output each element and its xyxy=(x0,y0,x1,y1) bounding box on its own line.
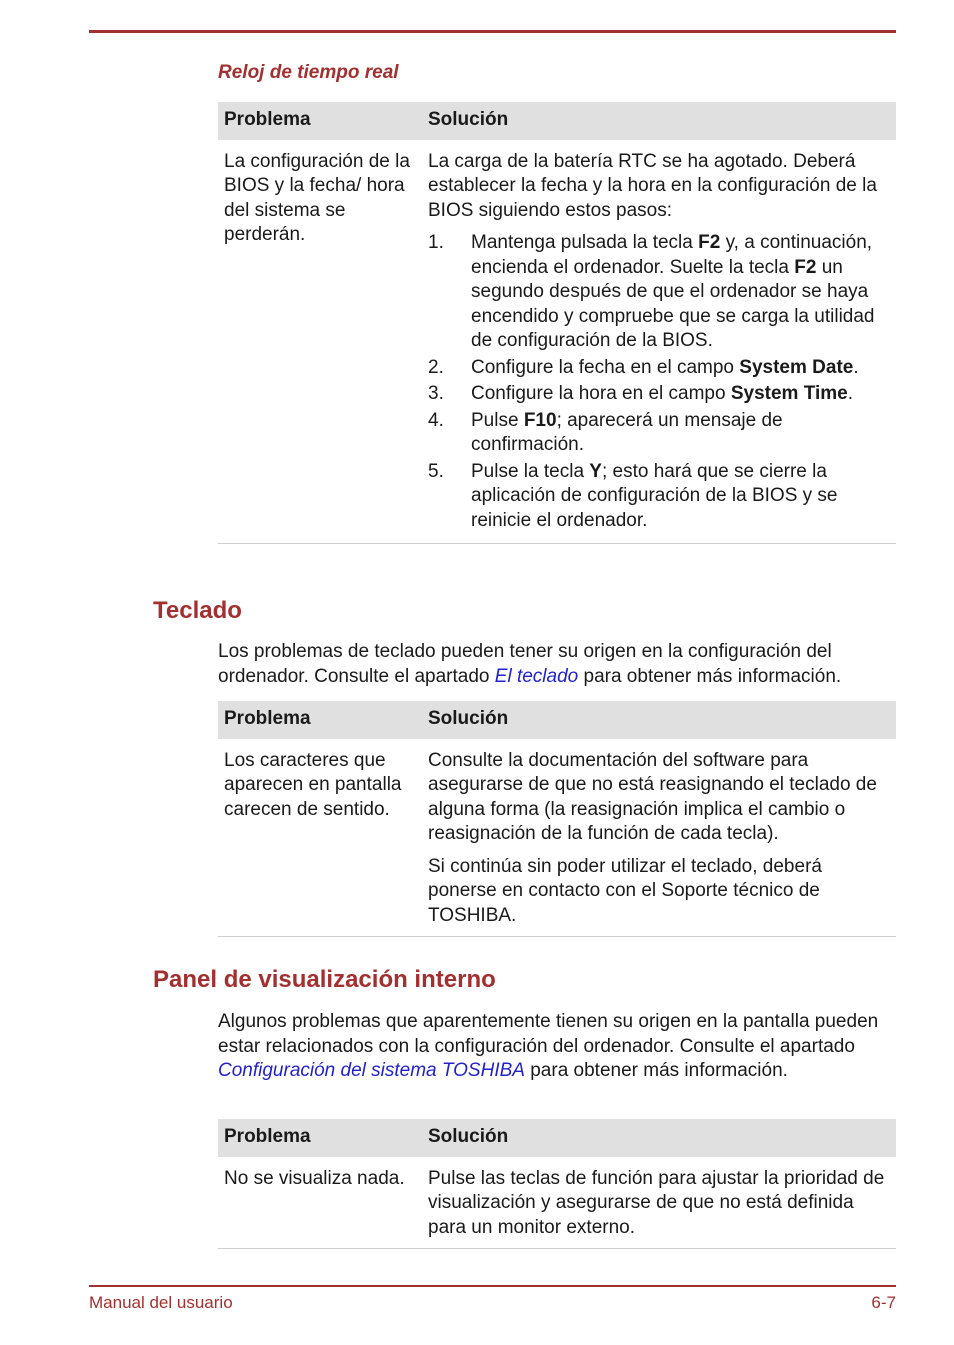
column-header-solution: Solución xyxy=(422,102,896,140)
step-text: Pulse la tecla xyxy=(471,460,590,482)
step-text: ; aparecerá un mensaje de confirmación. xyxy=(471,409,783,455)
step-text: un segundo después de que el ordenador se haya encendido y compruebe que se carga la utilidad de configuración de la BIOS. xyxy=(471,256,875,351)
field-name: System Time xyxy=(730,383,848,404)
solution-cell xyxy=(422,140,896,544)
step-number: 2. xyxy=(428,356,444,378)
intro-text: para obtener más información. xyxy=(578,665,842,687)
table-header-row xyxy=(218,701,896,739)
solution-cell: Pulse las teclas de función para ajustar la prioridad de visualización y asegurarse de que no está definida para un monitor externo. xyxy=(422,1157,896,1249)
teclado-table xyxy=(218,701,896,937)
subsection-title-rtc: Reloj de tiempo real xyxy=(218,62,399,83)
step-text: . xyxy=(847,383,853,404)
key-name: F10 xyxy=(523,409,557,431)
link-el-teclado[interactable]: El teclado xyxy=(494,665,579,687)
step-text: Configure la hora en el campo xyxy=(471,383,731,404)
step-text: Pulse xyxy=(471,409,524,431)
step-text: y, a continuación, encienda el ordenador. Suelte la tecla xyxy=(471,232,873,278)
step-text: ; esto hará que se cierre la aplicación de configuración de la BIOS y se reinicie el ordenador. xyxy=(471,460,838,531)
key-name: Y xyxy=(589,460,602,482)
problem-cell: La configuración de la BIOS y la fecha/ hora del sistema se perderán. xyxy=(218,140,422,544)
table-header-row xyxy=(218,102,896,140)
bottom-rule xyxy=(89,1285,896,1287)
column-header-problem: Problema xyxy=(218,102,422,140)
section-heading-panel: Panel de visualización interno xyxy=(153,966,496,993)
teclado-intro xyxy=(218,640,898,689)
table-row xyxy=(218,140,896,544)
solution-paragraph: Si continúa sin poder utilizar el teclado, deberá ponerse en contacto con el Soporte técnico de TOSHIBA. xyxy=(428,855,822,926)
link-configuracion-sistema[interactable]: Configuración del sistema TOSHIBA xyxy=(218,1060,525,1081)
column-header-problem: Problema xyxy=(218,701,422,739)
key-name: F2 xyxy=(794,256,817,278)
table-header-row xyxy=(218,1119,896,1157)
step-number: 5. xyxy=(428,460,444,482)
steps-list xyxy=(428,231,890,533)
table-row xyxy=(218,739,896,937)
page-number: 6-7 xyxy=(871,1293,896,1312)
list-item xyxy=(428,382,890,407)
solution-cell xyxy=(422,739,896,937)
column-header-solution: Solución xyxy=(422,1119,896,1157)
column-header-problem: Problema xyxy=(218,1119,422,1157)
footer-title: Manual del usuario xyxy=(89,1293,233,1312)
list-item xyxy=(428,460,890,534)
step-text: Mantenga pulsada la tecla xyxy=(471,232,699,253)
step-number: 3. xyxy=(428,383,444,404)
section-heading-teclado: Teclado xyxy=(153,597,242,624)
column-header-solution: Solución xyxy=(422,701,896,739)
step-number: 1. xyxy=(428,232,444,253)
problem-cell: Los caracteres que aparecen en pantalla carecen de sentido. xyxy=(218,739,422,937)
panel-table xyxy=(218,1119,896,1249)
list-item xyxy=(428,231,890,354)
step-text: Configure la fecha en el campo xyxy=(471,356,740,378)
step-text: . xyxy=(853,356,859,378)
intro-text: Los problemas de teclado pueden tener su origen en la configuración del ordenador. Consulte el apartado xyxy=(218,641,832,687)
top-rule xyxy=(89,30,896,33)
intro-text: Algunos problemas que aparentemente tienen su origen en la pantalla pueden estar relacionados con la configuración del ordenador. Consulte el apartado xyxy=(218,1011,879,1057)
list-item xyxy=(428,356,890,381)
key-name: F2 xyxy=(698,232,721,253)
panel-intro xyxy=(218,1010,898,1084)
table-row xyxy=(218,1157,896,1249)
field-name: System Date xyxy=(739,356,854,378)
step-number: 4. xyxy=(428,409,444,431)
solution-intro: La carga de la batería RTC se ha agotado. Deberá establecer la fecha y la hora en la configuración de la BIOS siguiendo estos pasos: xyxy=(428,150,877,221)
rtc-table xyxy=(218,102,896,544)
list-item xyxy=(428,409,890,458)
intro-text: para obtener más información. xyxy=(524,1060,788,1081)
solution-paragraph: Consulte la documentación del software para asegurarse de que no está reasignando el teclado de alguna forma (la reasignación implica el cambio o reasignación de la función de cada tecla). xyxy=(428,749,877,844)
problem-cell: No se visualiza nada. xyxy=(218,1157,422,1249)
